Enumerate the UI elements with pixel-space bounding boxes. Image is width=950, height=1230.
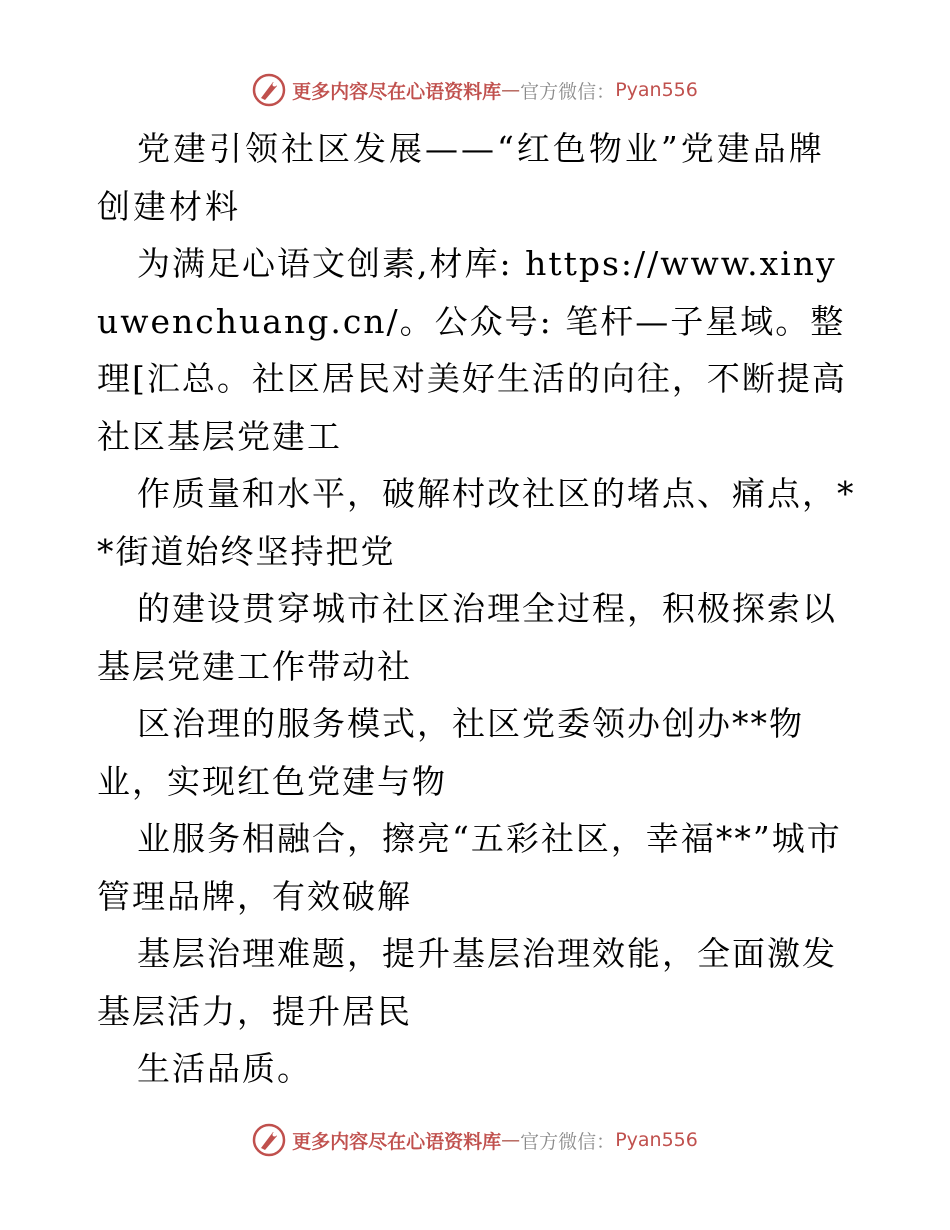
banner-separator: — (501, 1129, 521, 1151)
paragraph-2: 作质量和水平，破解村改社区的堵点、痛点，**街道始终坚持把党 (97, 474, 856, 571)
header-banner (0, 70, 950, 110)
paragraph-4: 区治理的服务模式，社区党委领办创办**物业，实现红色党建与物 (97, 704, 804, 801)
banner-wechat-account: Pyan556 (615, 1129, 698, 1151)
banner-separator: — (501, 79, 521, 101)
pen-nib-logo-icon (252, 1123, 286, 1157)
banner-wechat-label: 官方微信： (520, 1130, 616, 1153)
banner-wechat-account: Pyan556 (615, 79, 698, 101)
document-body (97, 120, 857, 1098)
paragraph-5: 业服务相融合，擦亮“五彩社区，幸福**”城市管理品牌，有效破解 (97, 819, 842, 916)
banner-brand-text: 更多内容尽在心语资料库 (292, 80, 502, 103)
paragraph-1: 为满足心语文创素,材库: https://www.xinyuwenchuang.cn/。公众号: 笔杆—子星域。整理[汇总。社区居民对美好生活的向往，不断提高社区基层党建工 (97, 244, 847, 456)
banner-brand-text: 更多内容尽在心语资料库 (292, 1130, 502, 1153)
pen-nib-logo-icon (252, 73, 286, 107)
footer-banner (0, 1120, 950, 1160)
paragraph-7: 生活品质。 (137, 1049, 312, 1088)
paragraph-3: 的建设贯穿城市社区治理全过程，积极探索以基层党建工作带动社 (97, 589, 837, 686)
banner-wechat-label: 官方微信： (520, 80, 616, 103)
paragraph-6: 基层治理难题，提升基层治理效能，全面激发基层活力，提升居民 (97, 934, 837, 1031)
document-title: 党建引领社区发展——“红色物业”党建品牌创建材料 (97, 129, 825, 226)
